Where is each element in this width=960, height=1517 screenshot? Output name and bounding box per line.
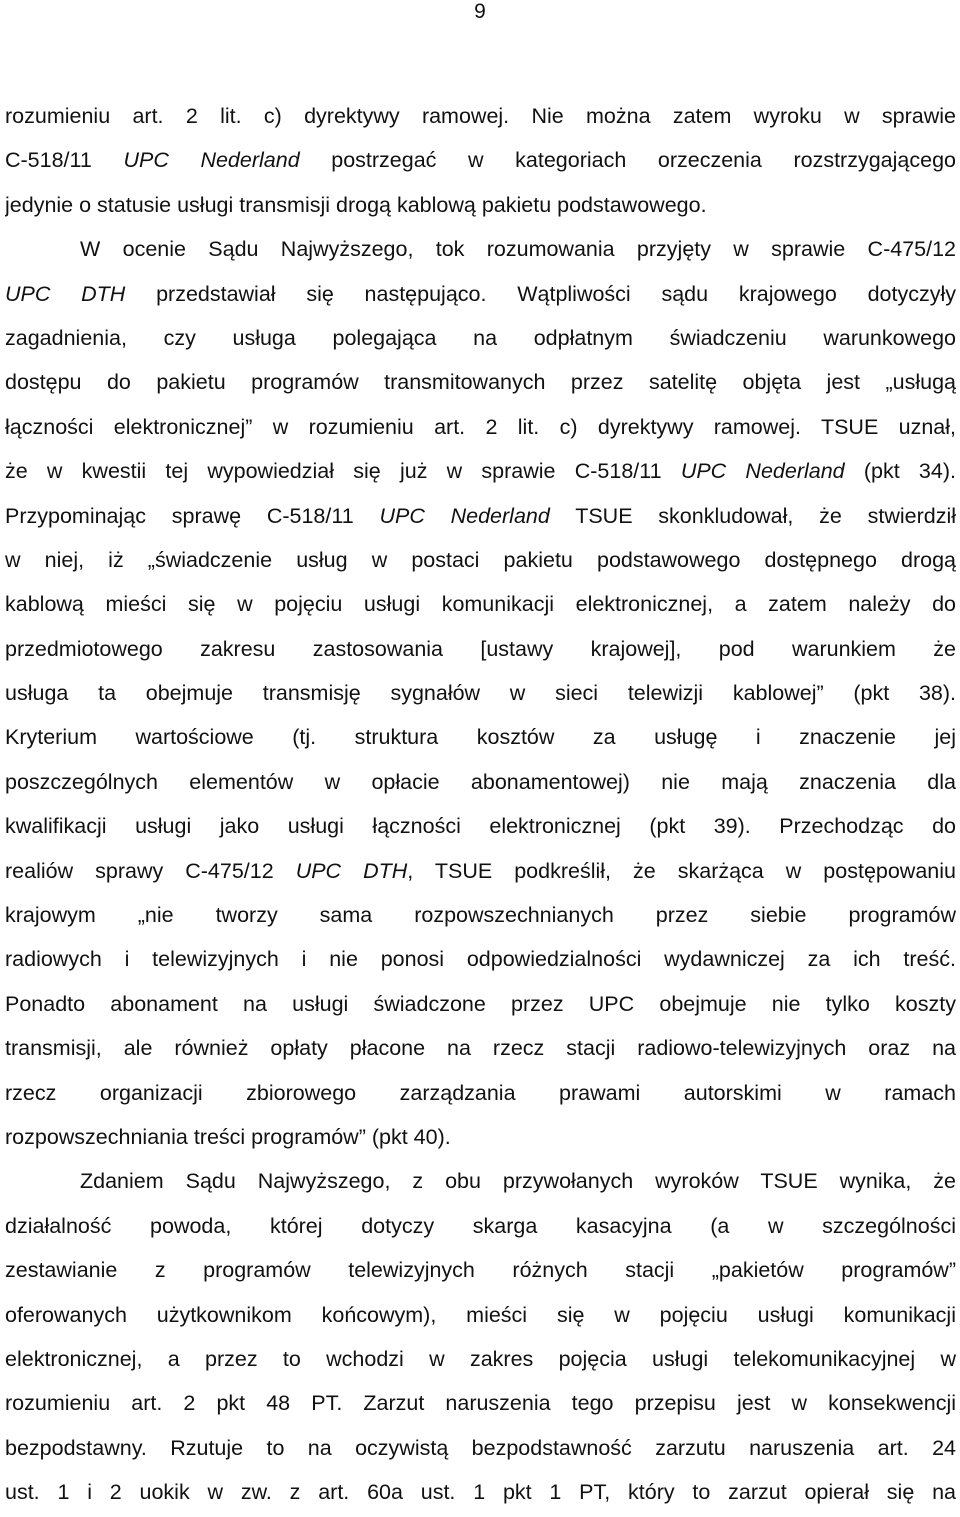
text-run: C-518/11	[5, 148, 124, 173]
text-line	[5, 1472, 956, 1516]
text-line	[5, 806, 956, 850]
italic-case-name: UPC DTH	[295, 858, 408, 883]
text-line	[5, 1117, 956, 1161]
text-run: kablową mieści się w pojęciu usługi komunikacji elektronicznej, a zatem należy do	[5, 592, 956, 617]
text-run: usługa ta obejmuje transmisję sygnałów w sieci telewizji kablowej” (pkt 38).	[5, 681, 956, 706]
text-run: Przypominając sprawę C-518/11	[5, 503, 380, 528]
text-run: ust. 1 i 2 uokik w zw. z art. 60a ust. 1 pkt 1 PT, który to zarzut opierał się na	[5, 1480, 956, 1505]
text-run: rozumieniu art. 2 pkt 48 PT. Zarzut naruszenia tego przepisu jest w konsekwencji	[5, 1391, 956, 1416]
text-run: postrzegać w kategoriach orzeczenia rozstrzygającego	[299, 148, 956, 173]
text-line	[5, 407, 956, 451]
text-run: radiowych i telewizyjnych i nie ponosi odpowiedzialności wydawniczej za ich treść.	[5, 947, 956, 972]
text-run: W ocenie Sądu Najwyższego, tok rozumowania przyjęty w sprawie C-475/12	[80, 237, 956, 262]
text-run: zagadnienia, czy usługa polegająca na odpłatnym świadczeniu warunkowego	[5, 325, 956, 350]
text-run: rozumieniu art. 2 lit. c) dyrektywy ramowej. Nie można zatem wyroku w sprawie	[5, 104, 956, 128]
text-run: w niej, iż „świadczenie usług w postaci pakietu podstawowego dostępnego drogą	[5, 547, 956, 572]
text-run: poszczególnych elementów w opłacie abonamentowej) nie mają znaczenia dla	[5, 769, 956, 794]
text-run: przedmiotowego zakresu zastosowania [ustawy krajowej], pod warunkiem że	[5, 636, 956, 661]
text-line	[5, 673, 956, 717]
text-line	[5, 1206, 956, 1250]
text-run: rzecz organizacji zbiorowego zarządzania prawami autorskimi w ramach	[5, 1080, 956, 1105]
text-run: bezpodstawny. Rzutuje to na oczywistą bezpodstawność zarzutu naruszenia art. 24	[5, 1435, 956, 1460]
text-line	[5, 274, 956, 318]
text-run: dostępu do pakietu programów transmitowanych przez satelitę objęta jest „usługą	[5, 370, 956, 395]
text-line	[5, 762, 956, 806]
text-run: że w kwestii tej wypowiedział się już w sprawie C-518/11	[5, 459, 681, 484]
text-run: jedynie o statusie usługi transmisji drogą kablową pakietu podstawowego.	[5, 192, 707, 217]
text-line	[5, 984, 956, 1028]
page-number: 9	[474, 0, 486, 23]
text-run: (pkt 34).	[844, 459, 956, 484]
text-line	[5, 540, 956, 584]
text-line	[5, 629, 956, 673]
text-run: rozpowszechniania treści programów” (pkt 40).	[5, 1124, 451, 1149]
italic-case-name: UPC DTH	[5, 281, 126, 306]
text-run: przedstawiał się następująco. Wątpliwości sądu krajowego dotyczyły	[125, 281, 956, 306]
body-text	[5, 96, 956, 1517]
text-run: łączności elektronicznej” w rozumieniu art. 2 lit. c) dyrektywy ramowej. TSUE uznał,	[5, 414, 956, 439]
text-line	[5, 939, 956, 983]
text-run: oferowanych użytkownikom końcowym), mieści się w pojęciu usługi komunikacji	[5, 1302, 956, 1327]
text-line	[5, 1161, 956, 1205]
text-run: działalność powoda, której dotyczy skarga kasacyjna (a w szczególności	[5, 1213, 956, 1238]
text-run: kwalifikacji usługi jako usługi łączności elektronicznej (pkt 39). Przechodząc do	[5, 814, 956, 839]
text-run: Kryterium wartościowe (tj. struktura kosztów za usługę i znaczenie jej	[5, 725, 956, 750]
text-run: TSUE skonkludował, że stwierdził	[549, 503, 956, 528]
text-line	[5, 496, 956, 540]
text-line	[5, 96, 956, 140]
text-run: realiów sprawy C-475/12	[5, 858, 296, 883]
italic-case-name: UPC Nederland	[123, 148, 300, 173]
text-line	[5, 584, 956, 628]
text-line	[5, 1295, 956, 1339]
text-line	[5, 717, 956, 761]
text-line	[5, 1250, 956, 1294]
text-line	[5, 1339, 956, 1383]
text-line	[5, 229, 956, 273]
text-run: , TSUE podkreślił, że skarżąca w postępowaniu	[407, 858, 956, 883]
text-line	[5, 1428, 956, 1472]
text-run: Ponadto abonament na usługi świadczone przez UPC obejmuje nie tylko koszty	[5, 991, 956, 1016]
text-run: transmisji, ale również opłaty płacone na rzecz stacji radiowo-telewizyjnych oraz na	[5, 1036, 956, 1061]
text-line	[5, 851, 956, 895]
text-run: krajowym „nie tworzy sama rozpowszechnianych przez siebie programów	[5, 903, 956, 928]
italic-case-name: UPC Nederland	[680, 459, 845, 484]
text-line	[5, 1073, 956, 1117]
text-line	[5, 140, 956, 184]
text-line	[5, 895, 956, 939]
text-line	[5, 362, 956, 406]
text-run: zestawianie z programów telewizyjnych różnych stacji „pakietów programów”	[5, 1258, 956, 1283]
text-line	[5, 1028, 956, 1072]
text-line	[5, 1383, 956, 1427]
text-run: elektronicznej, a przez to wchodzi w zakres pojęcia usługi telekomunikacyjnej w	[5, 1346, 956, 1371]
text-line	[5, 318, 956, 362]
text-line	[5, 451, 956, 495]
text-run: Zdaniem Sądu Najwyższego, z obu przywołanych wyroków TSUE wynika, że	[80, 1169, 956, 1194]
text-line	[5, 185, 956, 229]
italic-case-name: UPC Nederland	[379, 503, 550, 528]
